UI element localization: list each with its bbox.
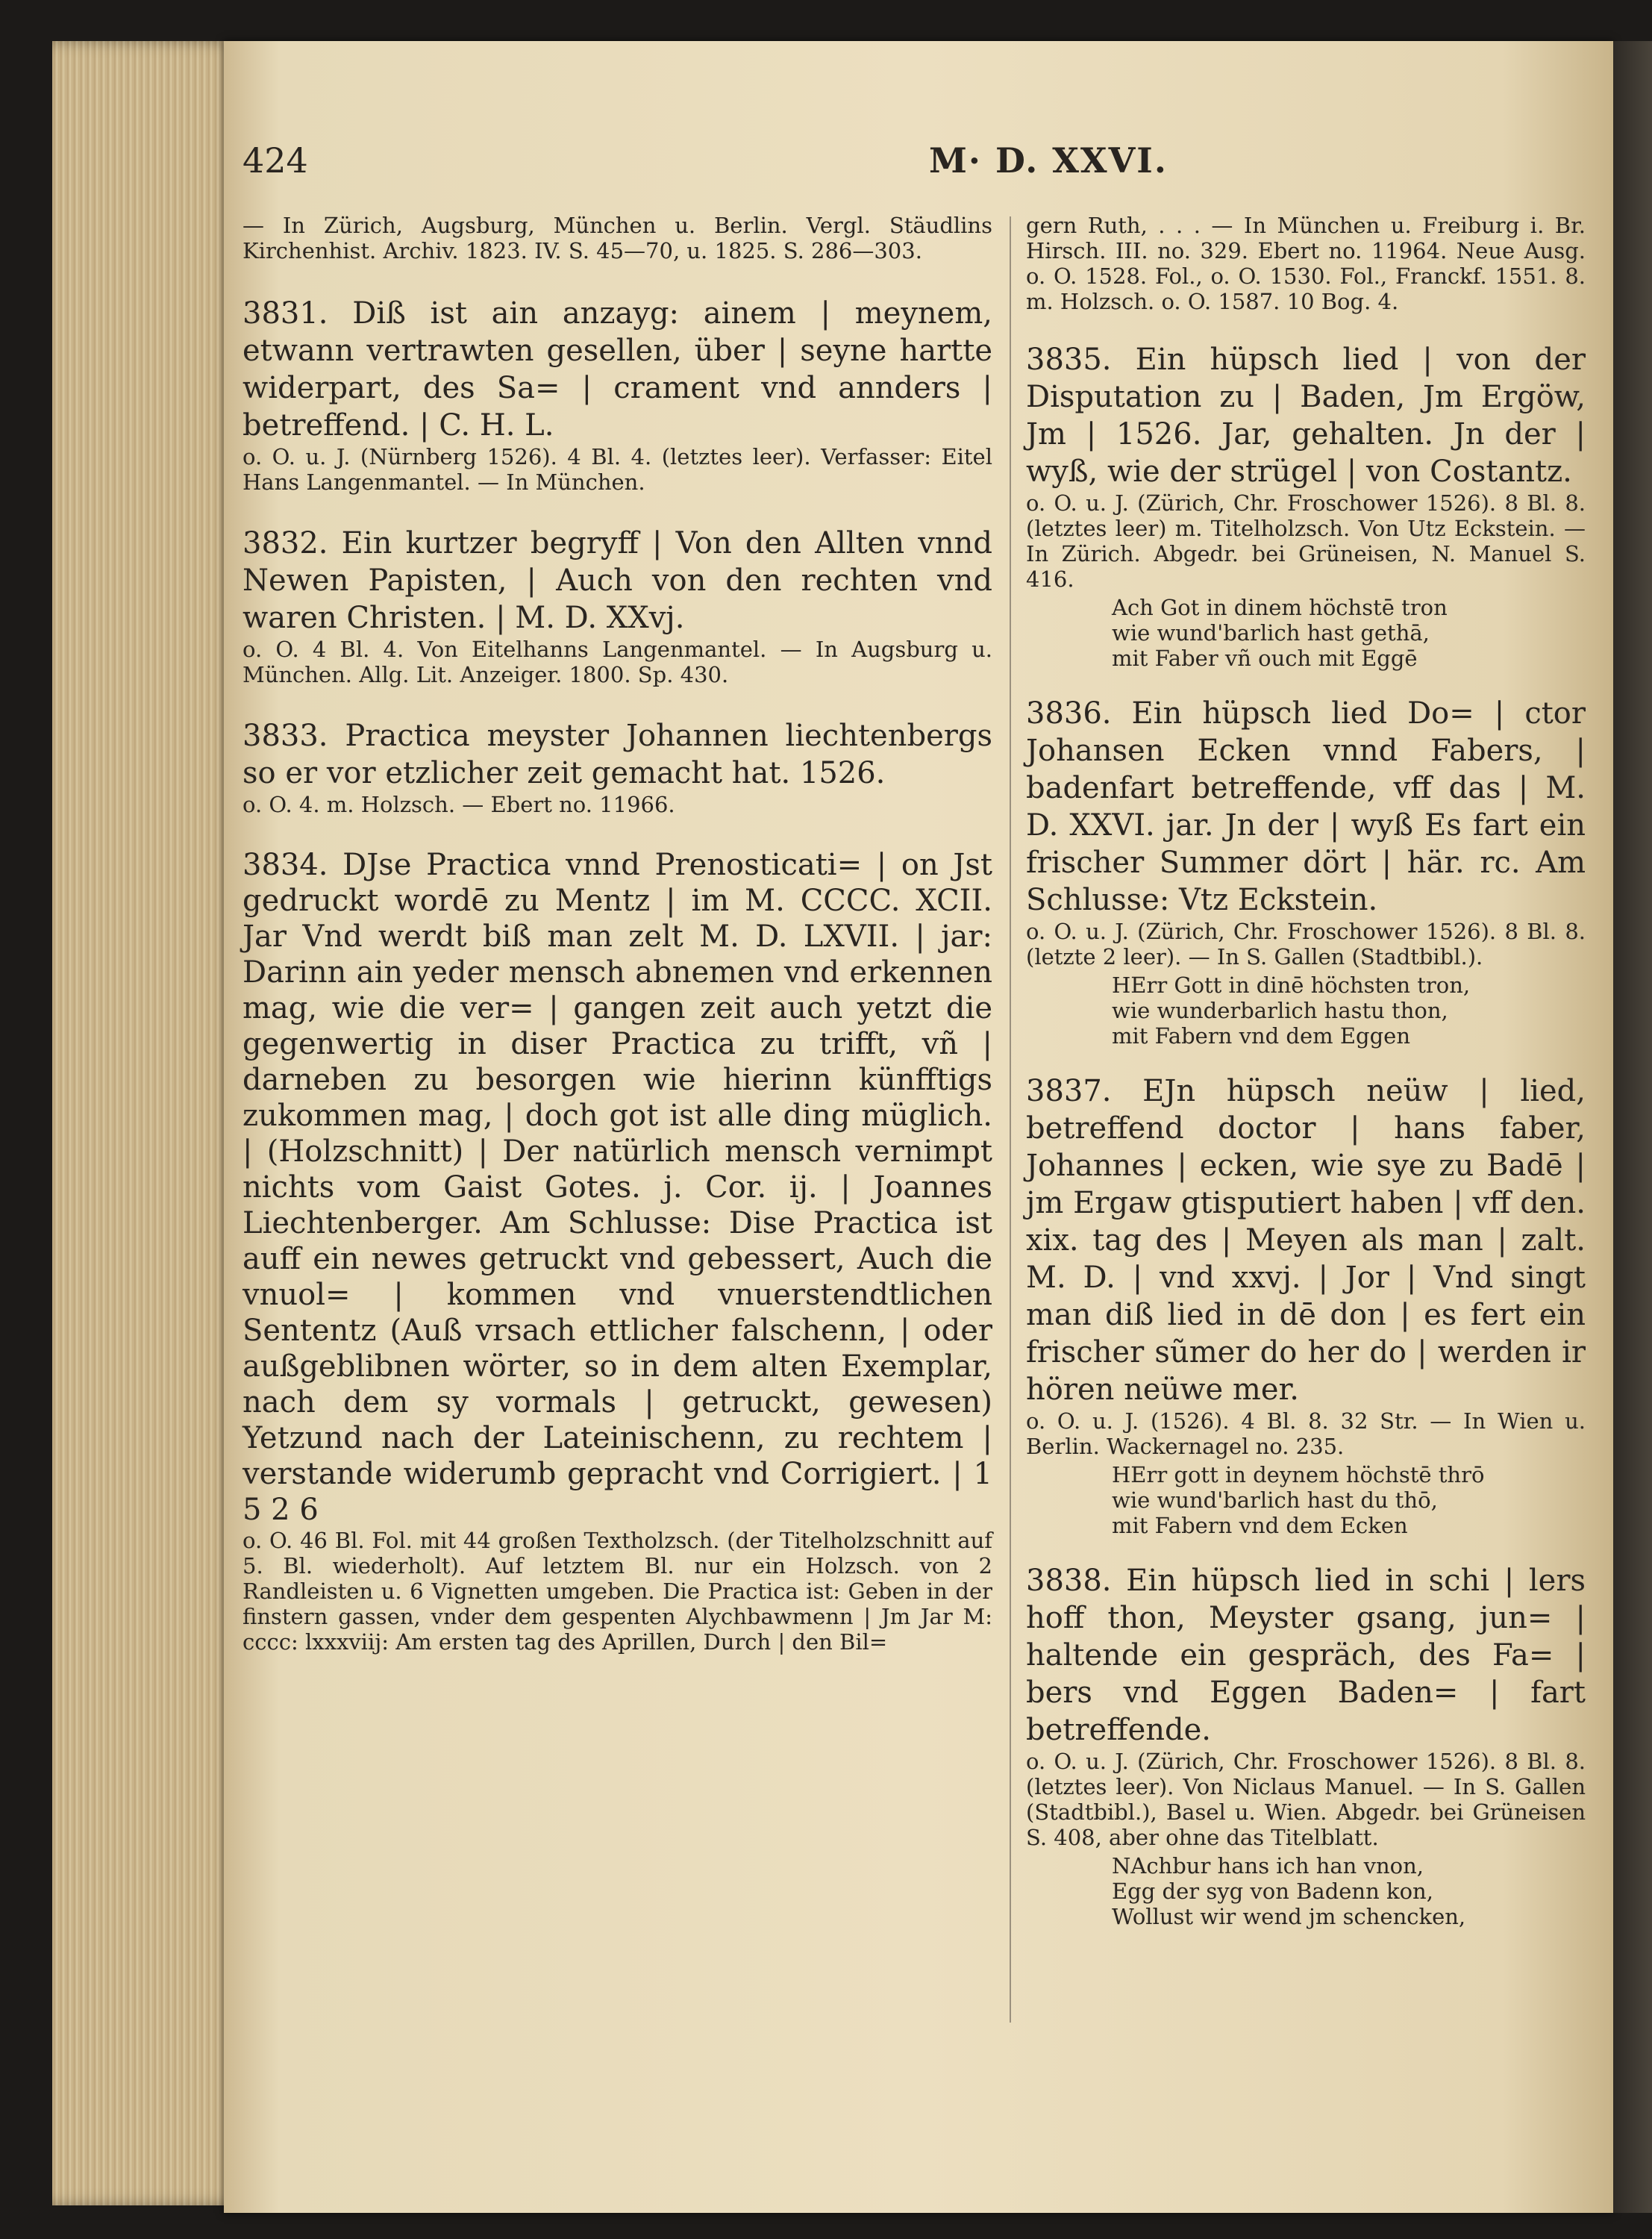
entry-title: 3834. DJse Practica vnnd Prenosticati= | on Jst gedruckt wordē zu Mentz | im M. CCCC. XCII. Jar Vnd werdt biß man zelt M. D. LXVII. | jar: Darinn ain yeder mensch abnemen vnd erkennen mag, wie die ver= | gangen zeit auch yetzt die gegenwertig in diser Practica zu trifft, vñ | darneben zu besorgen wie hierinn künfftigs zukommen mag, | doch got ist alle ding müglich. | (Holzschnitt) | Der natürlich mensch vernimpt nichts vom Gaist Gotes. j. Cor. ij. | Joannes Liechtenberger. Am Schlusse: Dise Practica ist auff ein newes getruckt vnd gebessert, Auch die vnuol= | kommen vnd vnuerstendtlichen Sententz (Auß vrsach ettlicher falschenn, | oder außgeblibnen wörter, so in dem alten Exemplar, nach dem sy vormals | getruckt, gewesen) Yetzund nach der Lateinischenn, zu rechtem | verstande widerumb gepracht vnd Corrigiert. | 1 5 2 6 [243,848,992,1527]
year-heading: M· D. XXVI. [929,140,1168,181]
verse-line: wie wunderbarlich hastu thon, [1112,998,1448,1023]
verse-line: wie wund'barlich hast du thō, [1112,1487,1438,1513]
entry-title: 3833. Practica meyster Johannen liechtenbergs so er vor etzlicher zeit gemacht hat. 1526. [243,719,992,790]
adjacent-page-edge [1613,41,1652,2213]
verse-line: Ach Got in dinem höchstē tron [1112,595,1448,620]
entry-note: o. O. u. J. (Zürich, Chr. Froschower 1526). 8 Bl. 8. (letzte 2 leer). — In S. Gallen (Stadtbibl.). [1026,919,1586,969]
entry-3835 [1026,341,1586,671]
verse-line: Wollust wir wend jm schencken, [1112,1904,1466,1929]
entry-note: o. O. 46 Bl. Fol. mit 44 großen Textholzsch. (der Titelholzschnitt auf 5. Bl. wiederholt). Auf letztem Bl. nur ein Holzsch. von 2 Randleisten u. 6 Vignetten umgeben. Die Practica ist: Geben in der finstern gassen, vnder dem gespenten Alychbawmenn | Jm Jar M: cccc: lxxxviij: Am ersten tag des Aprillen, Durch | den Bil= [243,1528,992,1655]
verse-line: mit Faber vñ ouch mit Eggē [1112,646,1418,671]
entry-title: 3831. Diß ist ain anzayg: ainem | meynem, etwann vertrawten gesellen, über | seyne hartte widerpart, des Sa= | crament vnd annders | betreffend. | C. H. L. [243,296,992,443]
entry-note: o. O. 4 Bl. 4. Von Eitelhanns Langenmantel. — In Augsburg u. München. Allg. Lit. Anzeiger. 1800. Sp. 430. [243,637,992,687]
continued-note: — In Zürich, Augsburg, München u. Berlin. Vergl. Stäudlins Kirchenhist. Archiv. 1823. IV. S. 45—70, u. 1825. S. 286—303. [243,213,992,263]
entry-3837 [1026,1072,1586,1538]
page-edges [52,41,246,2205]
entry-note: o. O. u. J. (1526). 4 Bl. 8. 32 Str. — In Wien u. Berlin. Wackernagel no. 235. [1026,1408,1586,1459]
entry-note: o. O. u. J. (Nürnberg 1526). 4 Bl. 4. (letztes leer). Verfasser: Eitel Hans Langenmantel. — In München. [243,444,992,495]
continued-note: gern Ruth, . . . — In München u. Freiburg i. Br. Hirsch. III. no. 329. Ebert no. 11964. Neue Ausg. o. O. 1528. Fol., o. O. 1530. Fol., Franckf. 1551. 8. m. Holzsch. o. O. 1587. 10 Bog. 4. [1026,213,1586,314]
entry-note: o. O. 4. m. Holzsch. — Ebert no. 11966. [243,792,675,817]
entry-title: 3832. Ein kurtzer begryff | Von den Allten vnnd Newen Papisten, | Auch von den rechten vnd waren Christen. | M. D. XXvj. [243,526,992,635]
verse-line: Egg der syg von Badenn kon, [1112,1879,1433,1904]
verse-incipit [1026,972,1586,1049]
entry-title: 3836. Ein hüpsch lied Do= | ctor Johansen Ecken vnnd Fabers, | badenfart betreffende, vff das | M. D. XXVI. jar. Jn der | wyß Es fart ein frischer Summer dört | här. rc. Am Schlusse: Vtz Eckstein. [1026,696,1586,917]
entry-title: 3835. Ein hüpsch lied | von der Disputation zu | Baden, Jm Ergöw, Jm | 1526. Jar, gehalten. Jn der | wyß, wie der strügel | von Costantz. [1026,343,1586,489]
left-column [243,213,992,1655]
entry-3834 [243,847,992,1655]
entry-3836 [1026,695,1586,1049]
column-divider [1010,216,1011,2023]
verse-line: NAchbur hans ich han vnon, [1112,1853,1424,1879]
entry-3832 [243,525,992,687]
entry-note: o. O. u. J. (Zürich, Chr. Froschower 1526). 8 Bl. 8. (letztes leer). Von Niclaus Manuel. — In S. Gallen (Stadtbibl.), Basel u. Wien. Abgedr. bei Grüneisen S. 408, aber ohne das Titelblatt. [1026,1749,1586,1850]
entry-3831 [243,295,992,495]
running-head [243,140,1213,193]
entry-title: 3837. EJn hüpsch neüw | lied, betreffend doctor | hans faber, Johannes | ecken, wie sye zu Badē | jm Ergaw gtisputiert haben | vff den. xix. tag des | Meyen als man | zalt. M. D. | vnd xxvj. | Jor | Vnd singt man diß lied in dē don | es fert ein frischer sũmer do her do | werden ir hören neüwe mer. [1026,1074,1586,1407]
entry-3838 [1026,1562,1586,1929]
verse-incipit [1026,1853,1586,1929]
verse-line: mit Fabern vnd dem Ecken [1112,1513,1408,1538]
verse-line: HErr gott in deynem höchstē thrō [1112,1462,1485,1487]
entry-3833 [243,717,992,817]
entry-note: o. O. u. J. (Zürich, Chr. Froschower 1526). 8 Bl. 8. (letztes leer) m. Titelholzsch. Von Utz Eckstein. — In Zürich. Abgedr. bei Grüneisen, N. Manuel S. 416. [1026,490,1586,592]
verse-line: wie wund'barlich hast gethā, [1112,620,1430,646]
verse-incipit [1026,1462,1586,1538]
verse-incipit [1026,595,1586,671]
right-column [1026,213,1586,1929]
page-number: 424 [243,140,308,181]
entry-title: 3838. Ein hüpsch lied in schi | lers hoff thon, Meyster gsang, jun= | haltende ein gespräch, des Fa= | bers vnd Eggen Baden= | fart betreffende. [1026,1564,1586,1747]
verse-line: HErr Gott in dinē höchsten tron, [1112,972,1471,998]
verse-line: mit Fabern vnd dem Eggen [1112,1023,1410,1049]
